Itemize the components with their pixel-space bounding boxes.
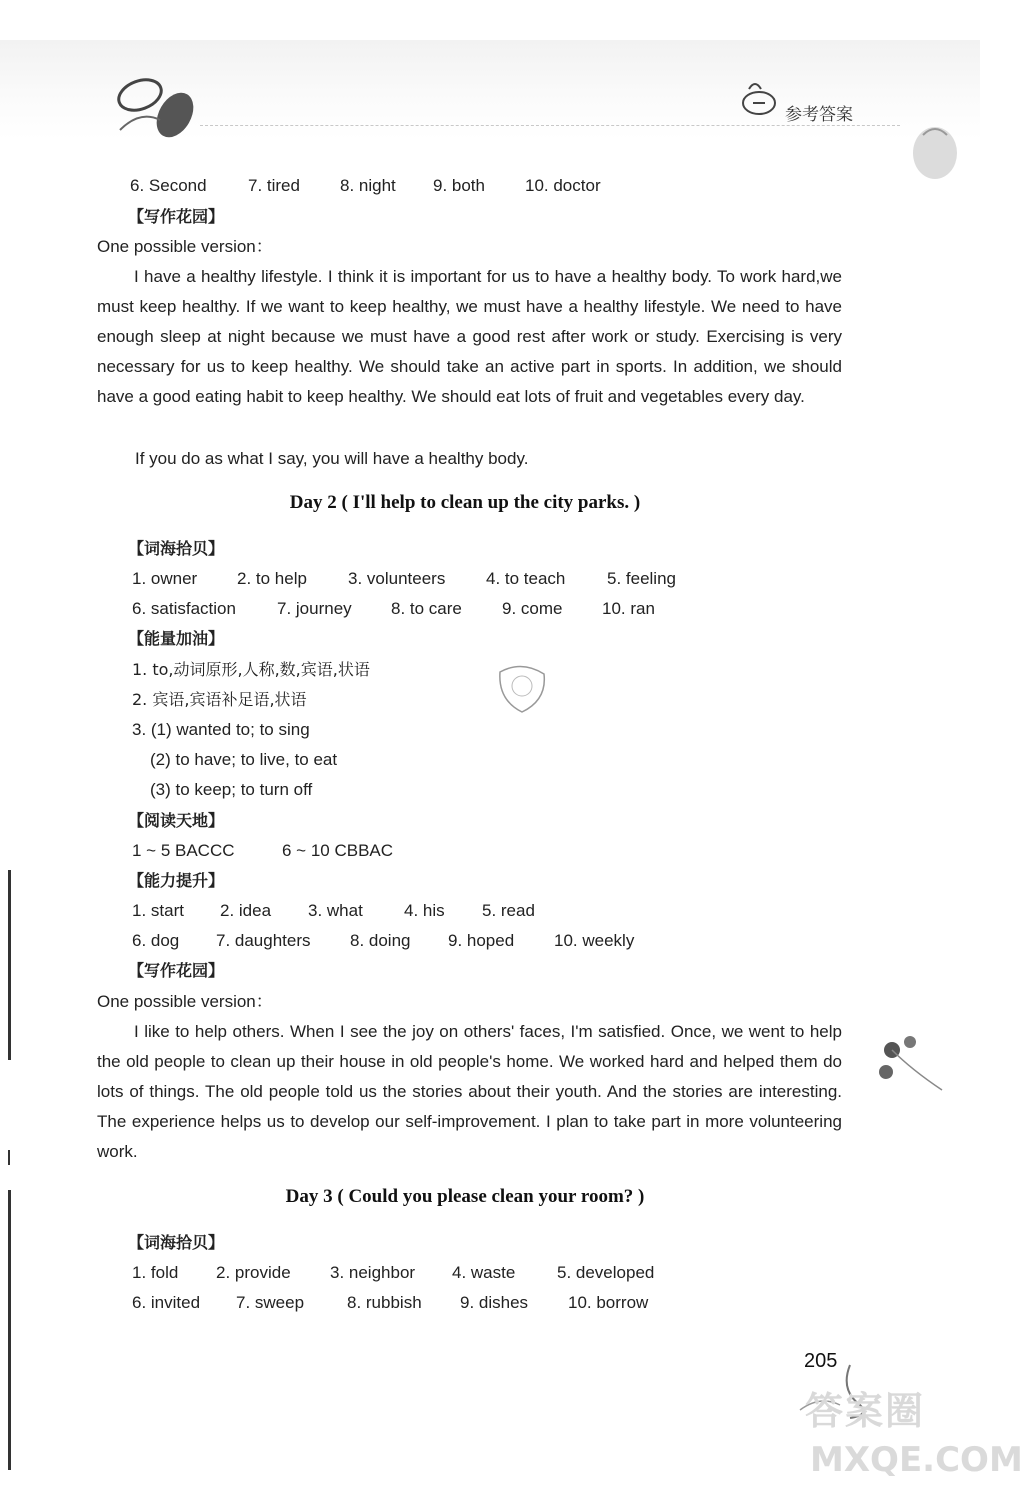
- berry-icon: [905, 115, 965, 185]
- essay-closing: If you do as what I say, you will have a healthy body.: [135, 449, 529, 468]
- answer-item: 6. satisfaction: [132, 599, 236, 618]
- answer-item: 6. invited: [132, 1293, 201, 1312]
- answer-item: 6. dog: [132, 931, 180, 950]
- stamp-icon: [492, 660, 550, 715]
- answer-item: 10. ran: [602, 599, 655, 618]
- answer-item: 5. developed: [557, 1263, 655, 1282]
- answer-item: 1. owner: [132, 569, 198, 588]
- answer-item: 1. start: [132, 901, 184, 920]
- answer-item: 2. provide: [216, 1263, 291, 1282]
- answer-item: 9. both: [433, 176, 485, 195]
- header-title: 参考答案: [785, 105, 853, 124]
- page-number: 205: [804, 1350, 838, 1372]
- answer-item: 8. doing: [350, 931, 411, 950]
- reading-answer: 1 ~ 5 BACCC: [132, 841, 235, 860]
- section-heading: 【词海拾贝】: [128, 539, 225, 558]
- answer-item: 8. rubbish: [347, 1293, 422, 1312]
- answer-item: 10. borrow: [568, 1293, 649, 1312]
- answer-item: 5. read: [482, 901, 535, 920]
- section-heading: 【写作花园】: [128, 961, 225, 980]
- answer-item: 7. journey: [277, 599, 352, 618]
- energy-line: 2. 宾语,宾语补足语,状语: [132, 690, 307, 709]
- section-heading: 【能量加油】: [128, 629, 225, 648]
- energy-line: 3. (1) wanted to; to sing: [132, 720, 310, 739]
- answer-item: 6. Second: [130, 176, 207, 195]
- answer-item: 4. his: [404, 901, 445, 920]
- leaf-icon: [100, 60, 210, 150]
- answer-item: 1. fold: [132, 1263, 179, 1282]
- bee-icon: [735, 75, 783, 120]
- answer-item: 7. tired: [248, 176, 300, 195]
- answer-item: 9. come: [502, 599, 563, 618]
- answer-item: 4. to teach: [486, 569, 566, 588]
- day-title: Day 3 ( Could you please clean your room? ): [285, 1186, 645, 1207]
- watermark-url: MXQE.COM: [810, 1440, 1023, 1480]
- answer-item: 2. idea: [220, 901, 272, 920]
- answer-item: 7. sweep: [236, 1293, 305, 1312]
- answer-item: 8. to care: [391, 599, 462, 618]
- answer-item: 9. dishes: [460, 1293, 529, 1312]
- energy-line: (3) to keep; to turn off: [150, 780, 313, 799]
- essay-paragraph: I have a healthy lifestyle. I think it is important for us to have a healthy body. To work hard,we must keep healthy. If we want to keep healthy, we must have a healthy lifestyle. We need to have enough sleep at night because we must have a good rest after work or study. Exercising is very necessary for us to keep healthy. We should take an active part in sports. In addition, we should have a good eating habit to keep healthy. We should eat lots of fruit and vegetables every day.: [97, 267, 842, 406]
- section-heading: 【阅读天地】: [128, 811, 225, 830]
- version-label: One possible version：: [97, 992, 273, 1011]
- answer-item: 5. feeling: [607, 569, 676, 588]
- scan-margin-mark: [8, 870, 11, 1060]
- reading-answer: 6 ~ 10 CBBAC: [282, 841, 394, 860]
- answer-item: 4. waste: [452, 1263, 516, 1282]
- section-heading: 【词海拾贝】: [128, 1233, 225, 1252]
- watermark-logo: 答案圈: [805, 1389, 926, 1433]
- answer-item: 2. to help: [237, 569, 307, 588]
- essay-paragraph: I like to help others. When I see the joy on others' faces, I'm satisfied. Once, we went to help the old people to clean up their house in old people's home. We worked hard and helped them do lots of things. The old people told us the stories about their youth. And the stories are interesting. The experience helps us to develop our self-improvement. I plan to take part in more volunteering work.: [97, 1022, 842, 1161]
- version-label: One possible version：: [97, 237, 273, 256]
- answer-item: 3. what: [308, 901, 363, 920]
- energy-line: 1. to,动词原形,人称,数,宾语,状语: [132, 660, 370, 679]
- answer-item: 9. hoped: [448, 931, 515, 950]
- energy-line: (2) to have; to live, to eat: [150, 750, 338, 769]
- flower-icon: [872, 1030, 952, 1100]
- answer-item: 10. weekly: [554, 931, 635, 950]
- scan-margin-mark: [8, 1190, 11, 1470]
- header-rule: [200, 125, 900, 126]
- section-heading: 【能力提升】: [128, 871, 225, 890]
- answer-item: 8. night: [340, 176, 396, 195]
- day-title: Day 2 ( I'll help to clean up the city parks. ): [289, 492, 641, 513]
- section-heading: 【写作花园】: [128, 207, 225, 226]
- answer-item: 3. volunteers: [348, 569, 446, 588]
- scan-margin-mark: [8, 1150, 10, 1165]
- answer-item: 3. neighbor: [330, 1263, 416, 1282]
- answer-item: 7. daughters: [216, 931, 311, 950]
- answer-item: 10. doctor: [525, 176, 601, 195]
